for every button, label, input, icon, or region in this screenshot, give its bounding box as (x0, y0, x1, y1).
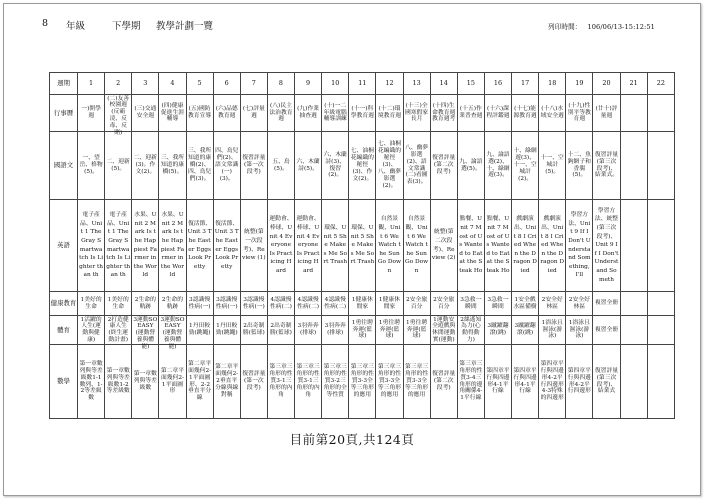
cell-text: (九)作業抽查週 (297, 106, 320, 119)
schedule-cell (512, 345, 539, 419)
grade-number: 8 (42, 18, 49, 29)
cell-text: 1美好的生命 (80, 296, 102, 310)
schedule-cell (539, 292, 566, 316)
schedule-cell (186, 345, 213, 419)
row-weeks (50, 73, 675, 95)
week-number: 17 (512, 73, 539, 95)
cell-text: (十四)生命教育週教育週考 (432, 102, 456, 123)
schedule-cell (593, 316, 620, 345)
schedule-cell (186, 95, 213, 132)
cell-text: 十、綠網遊(3)、十一、空城計(2)。 (513, 148, 537, 182)
row-chinese (50, 132, 675, 200)
schedule-cell (457, 95, 484, 132)
schedule-cell (566, 95, 593, 132)
cell-text: 2安全好林區 (541, 296, 563, 310)
schedule-cell (186, 292, 213, 316)
cell-text: 統整(第二次段考)、Review (2) (431, 229, 456, 262)
week-number: 22 (647, 73, 674, 95)
cell-text: 六、木蘭詩(3)、復習(2)。 (323, 151, 347, 179)
cell-text: (五)國防教育宣導 (187, 106, 212, 119)
week-number: 8 (267, 73, 294, 95)
schedule-cell (349, 132, 376, 200)
cell-text: 3運動SO EASY(運動營養與體能) (133, 316, 158, 351)
schedule-cell (512, 200, 539, 292)
schedule-cell (78, 95, 105, 132)
schedule-cell (349, 200, 376, 292)
cell-text: 1健康休閒家 (351, 296, 373, 310)
schedule-cell (159, 132, 186, 200)
schedule-cell (349, 95, 376, 132)
cell-text: 1美好的生命 (107, 296, 129, 310)
cell-text: (十三)全國寒假家長月 (404, 102, 429, 123)
schedule-cell (267, 292, 294, 316)
schedule-cell (240, 345, 267, 419)
cell-text: 第三章三角形的性質3-2三角形的全等性質 (323, 364, 347, 398)
cell-text: 第一章數列與等差級數1-2等差級數 (106, 367, 130, 395)
cell-text: 3認識慢性病(一) (242, 296, 265, 310)
cell-text: 3蹴躍翻滾(跳) (487, 323, 509, 336)
schedule-cell (132, 292, 159, 316)
schedule-cell (78, 200, 105, 292)
cell-text: 1勇往聘奔運(籃球) (351, 319, 373, 340)
schedule-cell (430, 292, 457, 316)
schedule-cell (213, 132, 240, 200)
cell-text: 五、鳥(5)。 (272, 158, 290, 172)
cell-text: 1浴泳且濕泳(游泳) (568, 319, 590, 340)
row-label: 國語文 (50, 132, 78, 200)
schedule-cell (105, 200, 132, 292)
schedule-cell (159, 200, 186, 292)
row-label: 健康教育 (50, 292, 78, 316)
schedule-cell (403, 200, 430, 292)
cell-text: 2生命的軌跡 (134, 296, 156, 310)
cell-text: 自然景觀、Unit 6 We Watch the Sun Go Down (377, 216, 401, 274)
cell-text: 六、木蘭詩(5)。 (296, 158, 320, 172)
schedule-table (49, 72, 675, 419)
cell-text: 第二章平面幾何2-1平面圖形、2-2垂直平分線 (187, 360, 212, 402)
schedule-cell (539, 345, 566, 419)
cell-text: 4認識慢性病(二) (324, 296, 347, 310)
cell-text: 第二章平面幾何2-1平面圖形 (160, 367, 185, 395)
schedule-cell (593, 200, 620, 292)
cell-text: 1勇往聘奔運(籃球) (406, 319, 428, 340)
cell-text: 水果、Unit 2 Mark Is the Happiest Farmer in the World (160, 212, 185, 279)
schedule-cell (620, 316, 647, 345)
cell-text: 2出奇制勝(籃球) (270, 323, 292, 336)
schedule-cell (566, 345, 593, 419)
cell-text: (十八)水域安全週 (540, 106, 564, 119)
cell-text: (十六)課程評鑑週 (486, 106, 510, 119)
cell-text: 復活節、Unit 3 The Easter Eggs Look Pretty (187, 220, 212, 270)
cell-text: 3認識慢性病(一) (188, 296, 211, 310)
schedule-cell (213, 292, 240, 316)
schedule-cell (430, 95, 457, 132)
schedule-cell (186, 316, 213, 345)
schedule-cell (512, 316, 539, 345)
cell-text: 第一章數列與等差級數1-1數列、1-2等差級數 (79, 360, 103, 402)
schedule-cell (484, 200, 511, 292)
schedule-cell (484, 316, 511, 345)
schedule-cell (240, 316, 267, 345)
week-number: 12 (376, 73, 403, 95)
cell-text: 點餐、Unit 7 Most of Us Wanted to Eat at the Steak Ho (459, 216, 483, 274)
schedule-cell (647, 200, 674, 292)
schedule-cell (105, 292, 132, 316)
week-number: 6 (213, 73, 240, 95)
schedule-cell (240, 132, 267, 200)
cell-text: 八、幽夢影選(2)、語文常識(二)看圖表(3)。 (404, 144, 429, 186)
schedule-cell (132, 345, 159, 419)
schedule-cell (376, 132, 403, 200)
schedule-cell (539, 95, 566, 132)
schedule-cell (78, 132, 105, 200)
schedule-cell (376, 95, 403, 132)
page-counter: 目前第20頁,共124頁 (289, 432, 415, 447)
week-number: 1 (78, 73, 105, 95)
cell-text: 九、論語選(2)、十、綠網遊(3)。 (486, 151, 510, 179)
cell-text: 1健康休閒家 (378, 296, 401, 310)
cell-text: 第四章平行與四邊形4-1平行線 (513, 367, 537, 395)
cell-text: 九、論語選(5)。 (459, 158, 483, 172)
cell-text: 水果、Unit 2 Mark Is the Happiest Farmer in the World (133, 212, 157, 279)
cell-text: 七、油桐花編織的秘徑(3)、作文(2)。 (350, 148, 374, 182)
schedule-cell (295, 95, 322, 132)
schedule-cell (512, 292, 539, 316)
cell-text: 1丹田較勁(跳繩) (188, 323, 211, 336)
schedule-cell (647, 292, 674, 316)
cell-text: 點餐、Unit 7 Most of Us Wanted to Eat at the Steak Ho (486, 216, 510, 274)
schedule-cell (620, 292, 647, 316)
schedule-cell (430, 316, 457, 345)
cell-text: 2安全旅百分 (406, 296, 428, 310)
schedule-cell (322, 316, 349, 345)
schedule-cell (593, 132, 620, 200)
cell-text: (二)友善校園週(反霸凌、反毒、反賭) (107, 95, 130, 137)
schedule-cell (430, 200, 457, 292)
week-header-label: 週期 (50, 73, 78, 95)
schedule-cell (376, 292, 403, 316)
schedule-cell (267, 95, 294, 132)
schedule-cell (457, 200, 484, 292)
cell-text: 統整(第一次段考)、Review (1) (242, 229, 266, 262)
schedule-cell (403, 95, 430, 132)
schedule-cell (78, 292, 105, 316)
week-number: 14 (430, 73, 457, 95)
schedule-cell (132, 200, 159, 292)
schedule-cell (105, 95, 132, 137)
schedule-cell (647, 132, 674, 200)
schedule-cell (322, 292, 349, 316)
schedule-cell (512, 95, 539, 132)
schedule-cell (267, 316, 294, 345)
schedule-cell (566, 200, 593, 292)
schedule-cell (484, 292, 511, 316)
row-pe (50, 316, 675, 345)
schedule-cell (240, 95, 267, 132)
schedule-cell (620, 200, 647, 292)
schedule-cell (186, 132, 213, 200)
cell-text: 4認識慢性病(二) (270, 296, 292, 310)
cell-text: 第三章三角形的性質3-3全等三角形的應用 (404, 364, 429, 398)
schedule-cell (484, 95, 511, 132)
schedule-cell (322, 345, 349, 419)
page-title: 教學計劃一覽 (156, 21, 214, 32)
schedule-cell (159, 345, 186, 419)
grade-label: 年級 (66, 21, 86, 32)
week-number: 21 (620, 73, 647, 95)
week-number: 10 (322, 73, 349, 95)
schedule-cell (566, 316, 593, 345)
cell-text: 學習方法、統整(第三次段考)、Unit 9 If I Don't Understand Someth (594, 207, 619, 283)
schedule-cell (240, 200, 267, 292)
schedule-cell (376, 200, 403, 292)
cell-text: 2絲遙知為力(心動得動力) (460, 316, 482, 344)
schedule-cell (403, 292, 430, 316)
cell-text: 第二章平面幾何2-2垂直平分線與線對稱 (215, 364, 239, 398)
schedule-cell (78, 316, 105, 345)
schedule-cell (593, 345, 620, 419)
cell-text: 3認識慢性病(一) (215, 296, 238, 310)
schedule-cell (620, 95, 647, 132)
schedule-cell (457, 132, 484, 200)
print-time-info (548, 21, 661, 31)
schedule-cell (457, 292, 484, 316)
cell-text: 戲劇演出、Unit 8 I Cried When the Dragon Died (540, 216, 565, 274)
schedule-cell (105, 345, 132, 419)
schedule-cell (295, 200, 322, 292)
schedule-cell (484, 132, 511, 200)
schedule-cell (295, 316, 322, 345)
schedule-cell (322, 200, 349, 292)
schedule-cell (132, 95, 159, 132)
cell-text: 1安全戲水區備樹 (513, 296, 537, 310)
schedule-cell (647, 316, 674, 345)
cell-text: 戲劇演出、Unit 8 I Cried When the Dragon Died (513, 216, 537, 274)
schedule-cell (349, 292, 376, 316)
row-label: 行事曆 (50, 95, 78, 132)
schedule-cell (593, 95, 620, 132)
cell-text: (七)評量週 (242, 106, 265, 119)
schedule-cell (376, 316, 403, 345)
cell-text: (十九)性別平等教育週 (567, 102, 591, 123)
cell-text: 第三章三角形的性質3-3全等三角形的應用 (350, 364, 374, 398)
week-number: 4 (159, 73, 186, 95)
schedule-cell (186, 200, 213, 292)
cell-text: 三、我所知道的康橋(5)。 (160, 155, 185, 175)
row-math (50, 345, 675, 419)
cell-text: 第四章平行與四邊形4-1平行線 (486, 367, 510, 395)
schedule-cell (566, 132, 593, 200)
cell-text: 運動會、棒球、Unit 4 Everyone Is Practicing Hard (269, 216, 293, 274)
cell-text: (十五)作業普查週 (459, 106, 483, 119)
cell-text: 運動會、棒球、Unit 4 Everyone Is Practicing Hard (296, 216, 320, 274)
cell-text: 2出奇制勝(籃球) (242, 323, 265, 336)
schedule-cell (213, 316, 240, 345)
cell-text: 學習方法、Unit 9 If I Don't Understand Something, I'll (568, 212, 591, 279)
schedule-cell (620, 345, 647, 419)
cell-text: 3羽奔奔(排球) (297, 323, 319, 336)
semester-label: 下學期 (112, 21, 141, 32)
cell-text: 一)開學週 (81, 106, 101, 119)
cell-text: 第三章三角形的性質3-1三角形的內角 (269, 364, 293, 398)
schedule-cell (539, 132, 566, 200)
schedule-cell (566, 292, 593, 316)
schedule-cell (349, 345, 376, 419)
week-number: 5 (186, 73, 213, 95)
cell-text: 第三章三角形的性質3-4三角形的邊角關係4-1平行線 (459, 360, 483, 402)
row-label: 英語 (50, 200, 78, 292)
week-number: 20 (593, 73, 620, 95)
schedule-cell (647, 95, 674, 132)
schedule-cell (132, 316, 159, 351)
schedule-cell (457, 316, 484, 345)
cell-text: 十二、魚鉤網子和香腸(5)。 (567, 151, 591, 179)
cell-text: 自然景觀、Unit 6 We Watch the Sun Go Down (405, 216, 429, 274)
cell-text: 複習全冊 (594, 326, 619, 333)
cell-text: (十二)環境教育週 (377, 106, 402, 119)
cell-text: (十一)科學教育週 (350, 106, 374, 119)
cell-text: 1活躍的人生(運動與健康) (80, 316, 102, 344)
schedule-cell (213, 200, 240, 292)
cell-text: (廿十)評量週 (595, 106, 618, 119)
week-number: 18 (539, 73, 566, 95)
schedule-cell (132, 132, 159, 200)
cell-text: 二、迎新(5)。 (106, 158, 130, 172)
schedule-cell (240, 292, 267, 316)
cell-text: 七、油桐花編織的秘徑(3)、八、幽夢影選(2)。 (377, 141, 402, 189)
cell-text: 1勇往聘奔運(籃球) (378, 319, 401, 340)
schedule-cell (267, 345, 294, 419)
cell-text: 復習評量(第一次段考) (242, 155, 266, 175)
schedule-cell (267, 132, 294, 200)
cell-text: 電子產品、Unit 1 The Gray Smartwatch Is Lighter than th (79, 212, 104, 279)
schedule-cell (430, 132, 457, 200)
schedule-cell (213, 95, 240, 132)
week-number: 2 (105, 73, 132, 95)
cell-text: 復習評量(第二次段考) (432, 371, 456, 391)
cell-text: 1運動安全遊戲與休閒運動實(運動) (432, 316, 456, 344)
row-label: 數學 (50, 345, 78, 419)
cell-text: 三、我所知道的康橋(2)、四、鳥兒們(3)。 (187, 148, 212, 182)
cell-text: 3運動SO EASY(運動營養與體能) (160, 316, 185, 351)
schedule-cell (403, 132, 430, 200)
schedule-cell (593, 292, 620, 316)
week-number: 15 (457, 73, 484, 95)
schedule-cell (267, 200, 294, 292)
print-time-value: 106/06/13-15:12:51 (587, 23, 655, 31)
schedule-cell (159, 292, 186, 316)
cell-text: 3蹴躍翻滾(跳) (514, 323, 536, 336)
schedule-cell (295, 345, 322, 419)
cell-text: 3羽奔奔(排球) (324, 323, 346, 336)
schedule-cell (159, 316, 186, 351)
schedule-cell (105, 132, 132, 200)
week-number: 11 (349, 73, 376, 95)
week-number: 3 (132, 73, 159, 95)
cell-text: 1浴泳且濕泳(游泳) (541, 319, 563, 340)
schedule-cell (322, 95, 349, 132)
schedule-cell (213, 345, 240, 419)
cell-text: (八)民主法治教育週 (269, 102, 293, 123)
schedule-cell (484, 345, 511, 419)
cell-text: 復習評量(第二次段考) (432, 155, 456, 175)
cell-text: 1丹田較勁(跳繩) (215, 323, 238, 336)
cell-text: 第一章數列與等差級數 (133, 371, 157, 391)
week-number: 9 (295, 73, 322, 95)
cell-text: 復習評量(第三次段考)、結業式 (594, 367, 619, 395)
row-english (50, 200, 675, 292)
cell-text: 復習評量(第一次段考) (242, 371, 266, 391)
schedule-cell (78, 345, 105, 419)
schedule-cell (295, 132, 322, 200)
schedule-cell (620, 132, 647, 200)
schedule-cell (159, 95, 186, 132)
cell-text: 2安全好林區 (568, 296, 590, 310)
schedule-cell (512, 132, 539, 200)
cell-text: 環保、Unit 5 She Makes Me Sort Trash (350, 225, 375, 266)
schedule-cell (403, 316, 430, 345)
schedule-cell (349, 316, 376, 345)
cell-text: 一、望岳、格物(5)。 (79, 155, 103, 175)
cell-text: 複習全冊 (594, 300, 619, 307)
cell-text: 第三章三角形的性質3-3全等三角形的應用 (377, 364, 402, 398)
row-health (50, 292, 675, 316)
cell-text: (十七)能源教育週 (513, 106, 537, 119)
cell-text: 二、迎新(3)。作文(2)。 (133, 155, 157, 175)
cell-text: 2生命的軌跡 (161, 296, 184, 310)
cell-text: 3急救一瞬間 (460, 296, 482, 310)
cell-text: 第三章三角形的性質3-1三角形的內角 (296, 364, 320, 398)
week-number: 13 (403, 73, 430, 95)
schedule-cell (322, 132, 349, 200)
cell-text: 電子產品、Unit 1 The Gray Smartwatch Is Lighter than th (106, 212, 131, 279)
schedule-cell (539, 200, 566, 292)
schedule-cell (457, 345, 484, 419)
schedule-cell (539, 316, 566, 345)
row-calendar (50, 95, 675, 132)
week-number: 16 (484, 73, 511, 95)
schedule-cell (403, 345, 430, 419)
cell-text: 第四章平行與四邊形4-2平行四邊形 (567, 367, 591, 395)
cell-text: 3急救一瞬間 (487, 296, 509, 310)
cell-text: 4認識慢性病(二) (297, 296, 320, 310)
cell-text: (六)品德教育週 (215, 106, 238, 119)
row-label: 體育 (50, 316, 78, 345)
cell-text: 復習評量(第三次段考)、結業式。 (594, 151, 619, 179)
schedule-cell (376, 345, 403, 419)
week-number: 7 (240, 73, 267, 95)
cell-text: 2安全旅百分 (433, 296, 455, 310)
cell-text: (四)健康促進生涯輔導 (160, 102, 185, 123)
week-number: 19 (566, 73, 593, 95)
print-time-label: 列印時間： (548, 23, 582, 31)
schedule-cell (295, 292, 322, 316)
cell-text: (十)一二年級電腦輔導訓練 (323, 102, 347, 123)
cell-text: 四、鳥兒們(2)、語文常識(一)(3)。 (215, 148, 239, 182)
schedule-cell (647, 345, 674, 419)
cell-text: 復活節、Unit 3 The Easter Eggs Look Pretty (214, 220, 239, 270)
schedule-cell (105, 316, 132, 345)
cell-text: 十一、空城計(5)。 (540, 155, 564, 175)
cell-text: 2打造健康人生(終生運動計畫) (107, 316, 129, 344)
cell-text: 環保、Unit 5 She Makes Me Sort Trash (323, 225, 348, 266)
cell-text: (三)交通安全週 (134, 106, 157, 119)
cell-text: 第四章平行與四邊形4-2平行四邊形4-3特殊的四邊形 (540, 360, 564, 402)
schedule-cell (430, 345, 457, 419)
